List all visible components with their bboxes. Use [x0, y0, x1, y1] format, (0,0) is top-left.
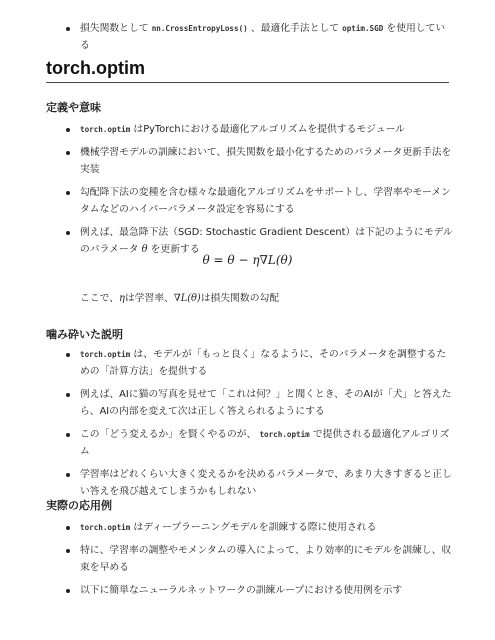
- formula-text: θ = θ − η∇L(θ): [202, 253, 293, 267]
- item-text: 学習率はどれくらい大きく変えるかを決めるパラメータで、あまり大きすぎると正しい答えを飛び越えてしまうかもしれない: [80, 469, 452, 497]
- inline-code: nn.CrossEntropyLoss(): [151, 24, 248, 33]
- item-text: を使用している: [80, 23, 446, 51]
- heading-application: 実際の応用例: [46, 499, 112, 512]
- item-text: を更新する: [147, 244, 200, 255]
- list-item: [0, 20, 495, 54]
- note-text: は学習率、: [124, 293, 174, 304]
- section-title: torch.optim: [46, 58, 145, 78]
- explanation-list: [0, 346, 495, 500]
- note-text: ここで、: [80, 293, 119, 304]
- item-text: この「どう変えるか」を賢くやるのが、: [80, 429, 260, 440]
- item-text: 損失関数として: [80, 23, 152, 34]
- item-text: 機械学習モデルの訓練において、損失関数を最小化するためのパラメータ更新手法を実装: [80, 147, 452, 175]
- update-formula: [0, 253, 495, 267]
- list-item: [0, 542, 495, 576]
- heading-definition: 定義や意味: [46, 101, 101, 114]
- inline-code: torch.optim: [80, 125, 131, 134]
- item-text: は、モデルが「もっと良く」なるように、そのパラメータを調整するための「計算方法」を提供する: [80, 349, 447, 377]
- item-text: はディープラーニングモデルを訓練する際に使用される: [130, 522, 377, 533]
- item-text: 勾配降下法の変種を含む様々な最適化アルゴリズムをサポートし、学習率やモーメンタムなどのハイパーパラメータ設定を容易にする: [80, 187, 451, 215]
- item-text: 特に、学習率の調整やモメンタムの導入によって、より効率的にモデルを訓練し、収束を早める: [80, 545, 452, 573]
- top-list: [0, 20, 495, 54]
- inline-code: torch.optim: [80, 350, 131, 359]
- definition-list: [0, 121, 495, 258]
- math-var: θ: [141, 244, 148, 255]
- item-text: 例えば、最急降下法（SGD: Stochastic Gradient Descent）は下記のようにモデルのパラメータ: [80, 227, 453, 255]
- inline-code: optim.SGD: [342, 24, 384, 33]
- list-item: [0, 582, 495, 599]
- math-var: η: [119, 293, 125, 304]
- list-item: [0, 426, 495, 460]
- item-text: はPyTorchにおける最適化アルゴリズムを提供するモジュール: [130, 124, 405, 135]
- list-item: [0, 519, 495, 536]
- list-item: [0, 144, 495, 178]
- list-item: [0, 386, 495, 420]
- section-divider: [46, 82, 449, 83]
- item-text: で提供される最適化アルゴリズム: [80, 429, 450, 457]
- note-text: は損失関数の勾配: [200, 293, 280, 304]
- item-text: 例えば、AIに猫の写真を見せて「これは何？」と聞くとき、そのAIが「犬」と答えたら、AIの内部を変えて次は正しく答えられるようにする: [80, 389, 452, 417]
- math-var: ∇L(θ): [173, 293, 201, 304]
- list-item: [0, 466, 495, 500]
- inline-code: torch.optim: [80, 523, 131, 532]
- list-item: [0, 184, 495, 218]
- formula-note: [80, 290, 279, 307]
- inline-code: torch.optim: [259, 430, 310, 439]
- heading-explanation: 噛み砕いた説明: [46, 328, 123, 341]
- list-item: [0, 121, 495, 138]
- item-text: 以下に簡単なニューラルネットワークの訓練ループにおける使用例を示す: [80, 585, 403, 596]
- item-text: 、最適化手法として: [247, 23, 343, 34]
- list-item: [0, 346, 495, 380]
- application-list: [0, 519, 495, 599]
